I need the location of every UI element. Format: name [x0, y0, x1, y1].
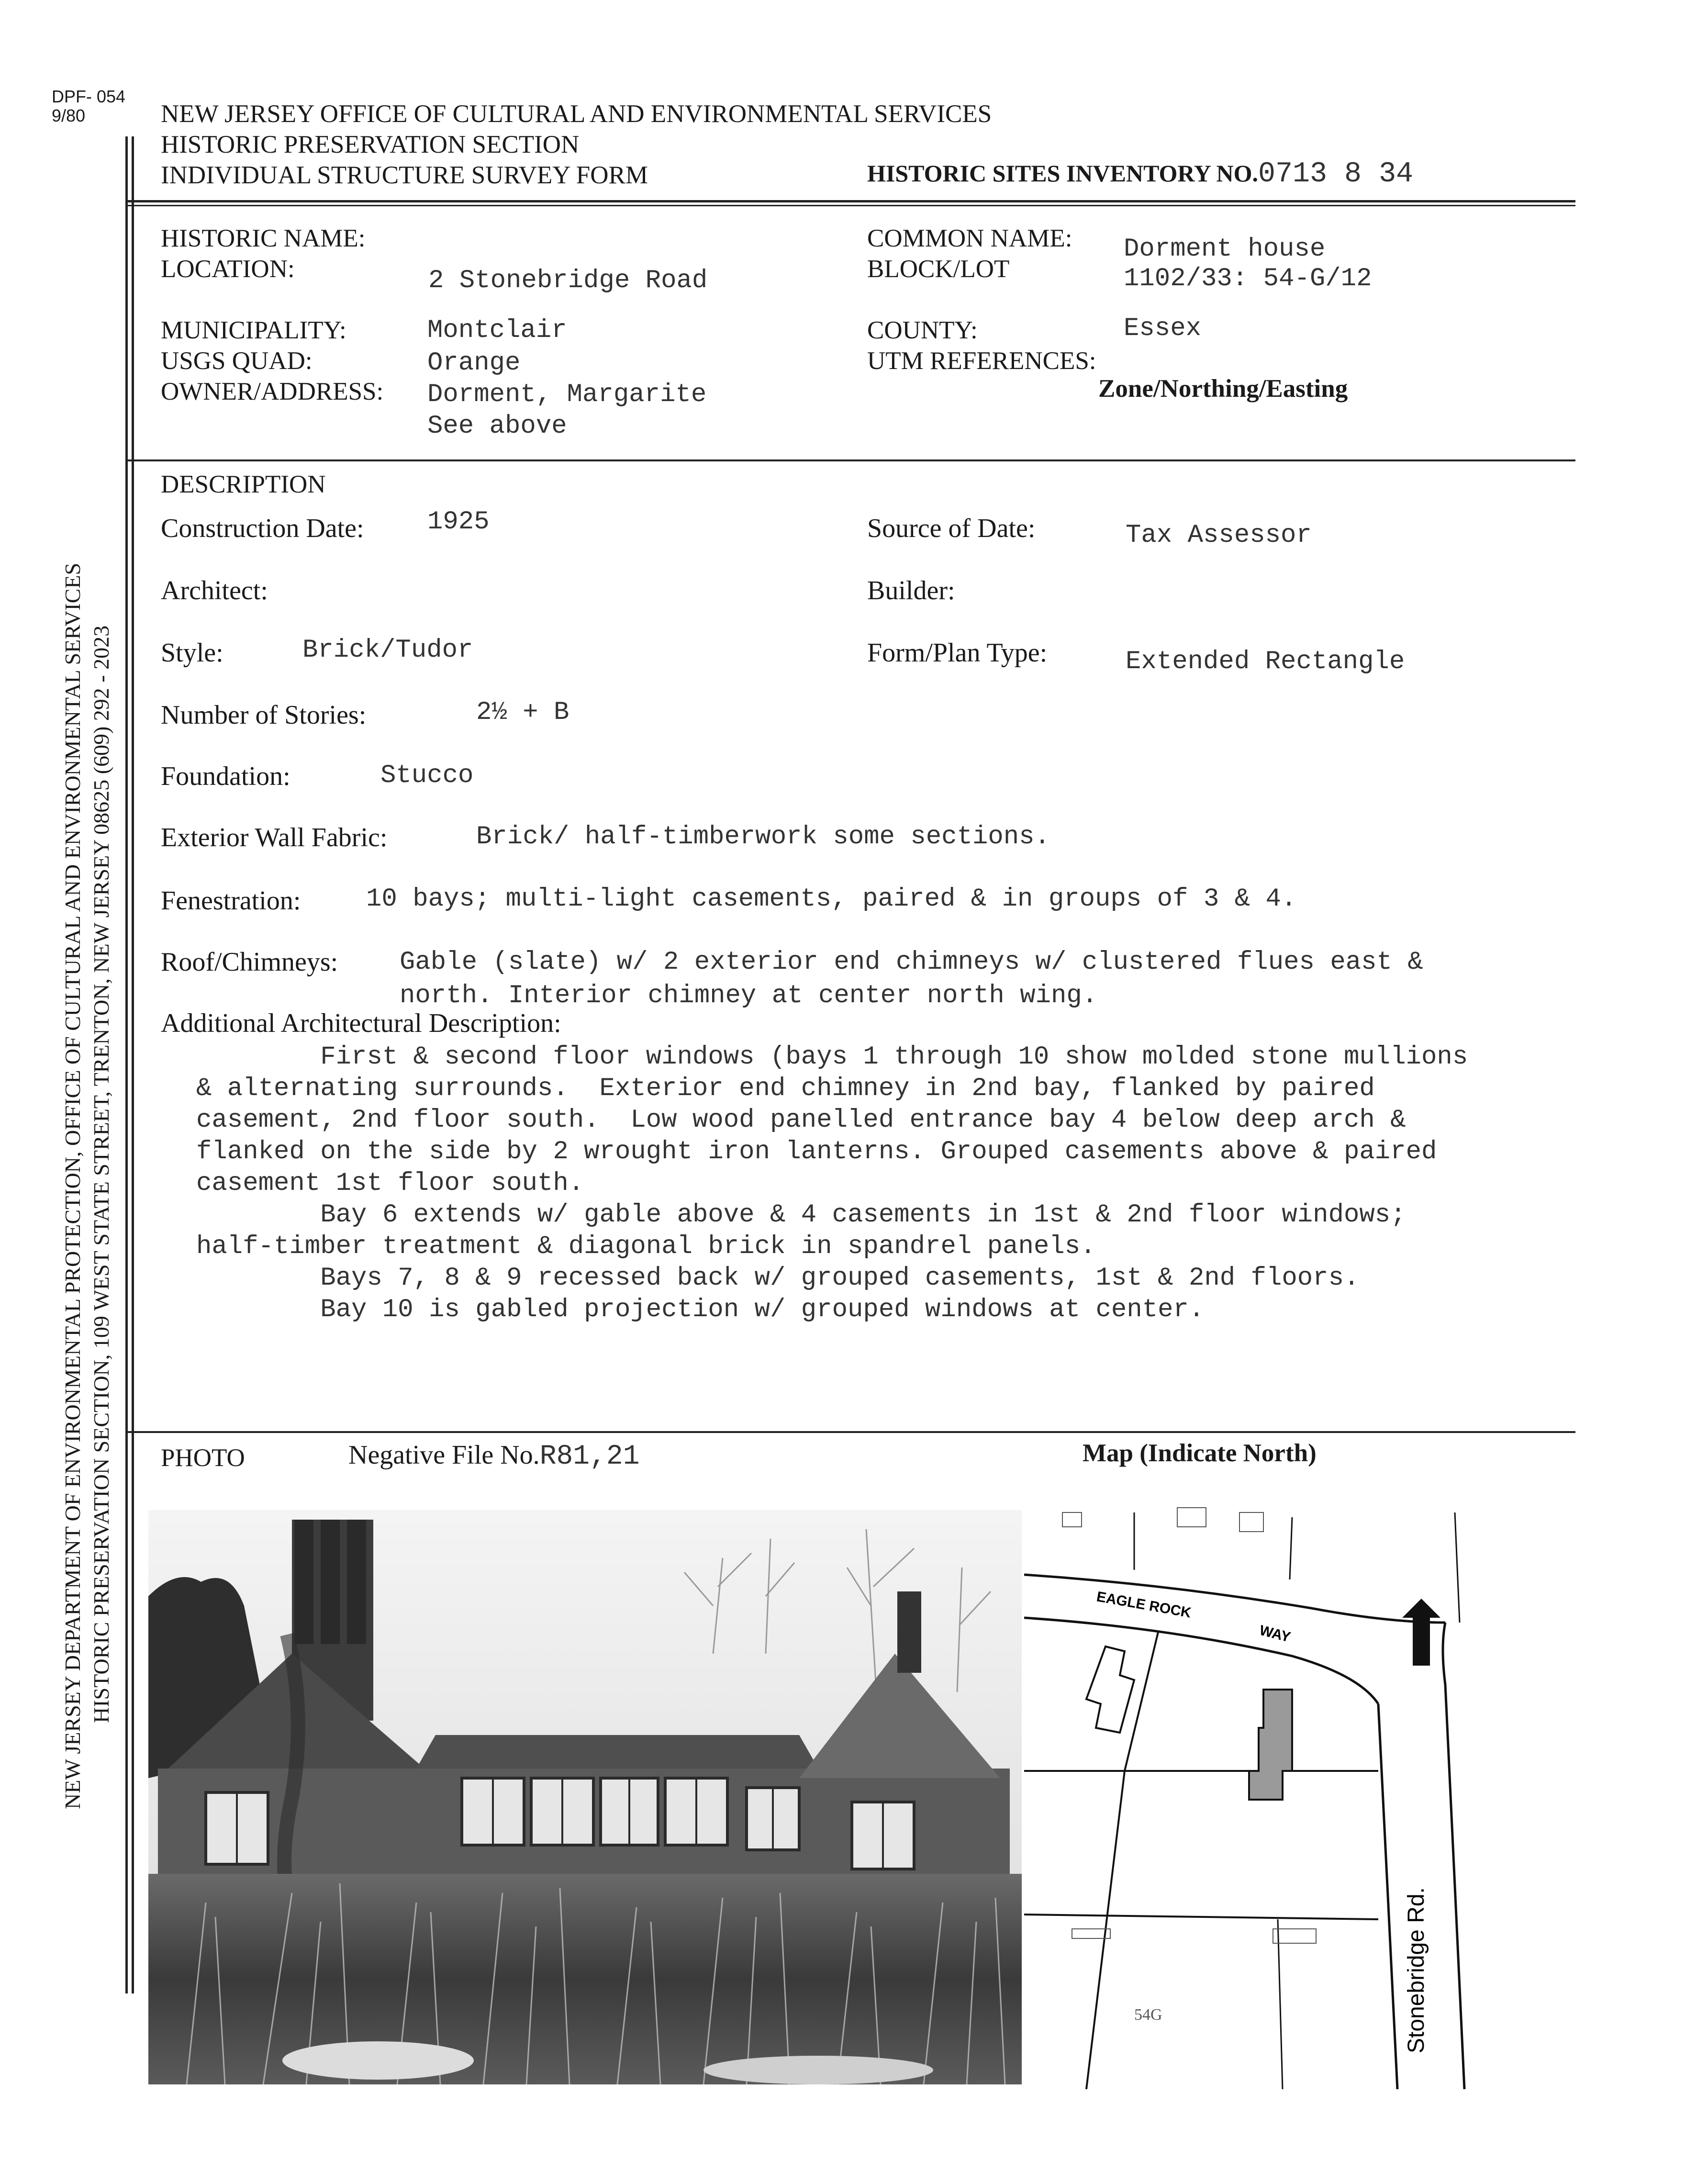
map-street-eagle-rock: EAGLE ROCK [1095, 1589, 1193, 1621]
left-border-outer [125, 136, 128, 1993]
common-name-label: COMMON NAME: [867, 224, 1072, 252]
inventory-label: HISTORIC SITES INVENTORY NO. [867, 160, 1259, 187]
negative-value: R81,21 [539, 1441, 640, 1472]
roof-label: Roof/Chimneys: [161, 947, 338, 977]
wall-value: Brick/ half-timberwork some sections. [476, 822, 1050, 851]
foundation-label: Foundation: [161, 761, 290, 791]
additional-line: flanked on the side by 2 wrought iron lanterns. Grouped casements above & paired [196, 1137, 1437, 1166]
house-photo-image [148, 1510, 1022, 2084]
rule-top [125, 200, 1575, 202]
location-value: 2 Stonebridge Road [428, 266, 708, 295]
common-name-value: Dorment house [1124, 235, 1326, 264]
owner-value: Dorment, Margarite [427, 380, 707, 409]
builder-label: Builder: [867, 576, 955, 605]
header-line3: INDIVIDUAL STRUCTURE SURVEY FORM [161, 161, 648, 189]
negative-file [348, 1440, 640, 1472]
additional-line: casement 1st floor south. [196, 1169, 584, 1198]
inventory-value: 0713 8 34 [1258, 158, 1414, 190]
county-label: COUNTY: [867, 316, 978, 344]
style-value: Brick/Tudor [302, 636, 473, 665]
usgs-value: Orange [427, 348, 521, 378]
source-label: Source of Date: [867, 514, 1036, 543]
architect-label: Architect: [161, 576, 268, 605]
additional-line: Bays 7, 8 & 9 recessed back w/ grouped casements, 1st & 2nd floors. [196, 1264, 1360, 1293]
additional-line: casement, 2nd floor south. Low wood panelled entrance bay 4 below deep arch & [196, 1106, 1406, 1135]
inventory-number [867, 158, 1413, 190]
photo-label: PHOTO [161, 1444, 245, 1472]
header-line1: NEW JERSEY OFFICE OF CULTURAL AND ENVIRONMENTAL SERVICES [161, 100, 992, 128]
wall-label: Exterior Wall Fabric: [161, 823, 388, 852]
header-line2: HISTORIC PRESERVATION SECTION [161, 131, 580, 158]
left-border-inner [132, 136, 134, 1993]
foundation-value: Stucco [380, 761, 474, 790]
roof-line1: Gable (slate) w/ 2 exterior end chimneys w/ clustered flues east & [400, 948, 1423, 977]
additional-line: half-timber treatment & diagonal brick in spandrel panels. [196, 1232, 1096, 1261]
location-map [1024, 1503, 1570, 2089]
stories-value: 2½ + B [476, 698, 569, 727]
map-street-way: WAY [1258, 1622, 1292, 1646]
location-map-drawing [1024, 1503, 1570, 2089]
side-text-line1: NEW JERSEY DEPARTMENT OF ENVIRONMENTAL PROTECTION, OFFICE OF CULTURAL AND ENVIRONMENTAL SERVICES [60, 562, 85, 1809]
form-label: Form/Plan Type: [867, 638, 1048, 668]
roof-line2: north. Interior chimney at center north wing. [400, 981, 1098, 1010]
house-photo [148, 1510, 1022, 2084]
form-code: DPF- 054 [52, 87, 126, 106]
additional-line: Bay 6 extends w/ gable above & 4 casements in 1st & 2nd floor windows; [196, 1200, 1406, 1230]
municipality-label: MUNICIPALITY: [161, 316, 346, 344]
neighbor-footprint [1086, 1646, 1134, 1733]
additional-line: First & second floor windows (bays 1 through 10 show molded stone mullions [196, 1042, 1468, 1072]
municipality-value: Montclair [427, 316, 567, 345]
additional-label: Additional Architectural Description: [161, 1008, 561, 1038]
additional-line: & alternating surrounds. Exterior end chimney in 2nd bay, flanked by paired [196, 1074, 1375, 1103]
additional-line: Bay 10 is gabled projection w/ grouped windows at center. [196, 1295, 1205, 1324]
rule-top-thin [125, 205, 1575, 206]
owner-label: OWNER/ADDRESS: [161, 378, 384, 405]
rule-description [125, 459, 1575, 461]
form-date: 9/80 [52, 106, 86, 125]
rule-photo [125, 1431, 1575, 1433]
map-label: Map (Indicate North) [1083, 1439, 1317, 1467]
form-code-block [52, 87, 125, 125]
negative-label: Negative File No. [348, 1440, 540, 1470]
map-street-stonebridge: Stonebridge Rd. [1404, 1887, 1429, 2053]
additional-description [196, 1041, 1468, 1326]
county-value: Essex [1124, 314, 1202, 343]
source-value: Tax Assessor [1126, 521, 1312, 550]
side-text-line2: HISTORIC PRESERVATION SECTION, 109 WEST STATE STREET, TRENTON, NEW JERSEY 08625 (609) 292 - 2023 [89, 625, 113, 1723]
historic-name-label: HISTORIC NAME: [161, 224, 366, 252]
utm-label: UTM REFERENCES: [867, 347, 1096, 375]
stories-label: Number of Stories: [161, 700, 367, 730]
map-lot-code: 54G [1134, 2006, 1162, 2024]
construction-date-label: Construction Date: [161, 514, 364, 543]
location-label: LOCATION: [161, 255, 295, 283]
north-arrow-icon [1402, 1599, 1440, 1666]
utm-sub: Zone/Northing/Easting [1098, 375, 1348, 403]
style-label: Style: [161, 638, 223, 668]
usgs-label: USGS QUAD: [161, 347, 313, 375]
blocklot-label: BLOCK/LOT [867, 255, 1010, 283]
form-value: Extended Rectangle [1126, 647, 1405, 676]
fenestration-label: Fenestration: [161, 886, 301, 916]
blocklot-value: 1102/33: 54-G/12 [1124, 264, 1372, 293]
owner-address: See above [427, 412, 567, 441]
construction-date-value: 1925 [427, 507, 490, 537]
fenestration-value: 10 bays; multi-light casements, paired & in groups of 3 & 4. [366, 885, 1297, 914]
description-heading: DESCRIPTION [161, 470, 326, 498]
subject-house-footprint [1249, 1690, 1292, 1800]
